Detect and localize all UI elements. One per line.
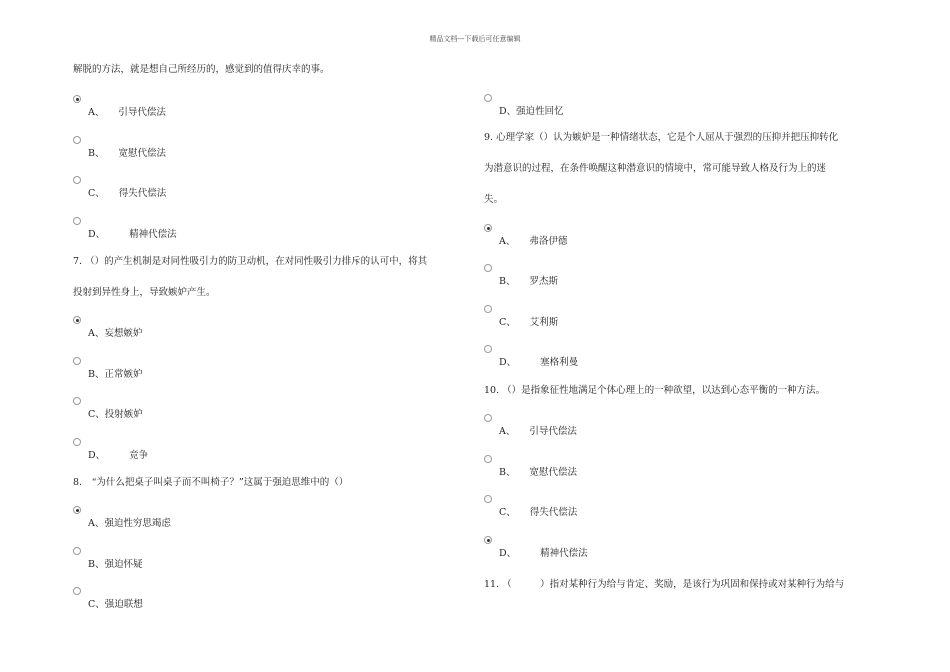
- option-label: 强迫联想: [104, 599, 143, 610]
- question-9-text-cont: 失。: [484, 194, 504, 205]
- option-letter: C、: [88, 409, 105, 420]
- option-label: 正常嫉妒: [104, 369, 143, 380]
- option-letter: B、: [88, 369, 105, 380]
- radio-button[interactable]: [73, 438, 81, 446]
- question-6-tail: 解脱的方法，就是想自己所经历的，感觉到的值得庆幸的事。: [73, 64, 330, 75]
- option-label: 塞格利曼: [540, 357, 579, 368]
- option-letter: A、: [499, 426, 516, 437]
- radio-button[interactable]: [73, 136, 81, 144]
- radio-button[interactable]: [484, 455, 492, 463]
- option-letter: A、: [88, 107, 105, 118]
- option-letter: B、: [88, 559, 105, 570]
- option-label: 罗杰斯: [529, 276, 558, 287]
- radio-button[interactable]: [73, 176, 81, 184]
- option-letter: C、: [88, 188, 105, 199]
- radio-button[interactable]: [73, 357, 81, 365]
- radio-button[interactable]: [484, 495, 492, 503]
- option-letter: D、: [499, 357, 517, 368]
- question-9-text-cont: 为潜意识的过程，在条件唤醒这种潜意识的情境中，常可能导致人格及行为上的迷: [484, 163, 827, 174]
- radio-button[interactable]: [73, 316, 81, 324]
- radio-button[interactable]: [484, 414, 492, 422]
- option-label: 精神代偿法: [129, 229, 177, 240]
- option-label: 得失代偿法: [118, 188, 167, 199]
- question-8-text: 8. “为什么把桌子叫桌子而不叫椅子？”这属于强迫思维中的（）: [73, 477, 349, 488]
- option-label: 宽慰代偿法: [529, 467, 577, 478]
- option-letter: A、: [88, 328, 105, 339]
- radio-button[interactable]: [484, 264, 492, 272]
- page-header: 精品文档---下载后可任意编辑: [429, 35, 521, 43]
- option-label: 强迫性回忆: [516, 106, 564, 117]
- question-11-text: 11. （ ）指对某种行为给与肯定、奖励，是该行为巩固和保持或对某种行为给与: [484, 579, 845, 590]
- option-letter: D、: [88, 229, 106, 240]
- option-label: 竞争: [129, 450, 149, 461]
- option-letter: D、: [499, 548, 517, 559]
- option-label: 得失代偿法: [529, 507, 578, 518]
- radio-button[interactable]: [484, 345, 492, 353]
- option-letter: A、: [499, 236, 516, 247]
- option-label: 投射嫉妒: [104, 409, 143, 420]
- option-label: 精神代偿法: [540, 548, 588, 559]
- radio-button[interactable]: [73, 506, 81, 514]
- radio-button[interactable]: [484, 224, 492, 232]
- radio-button[interactable]: [73, 397, 81, 405]
- option-letter: C、: [499, 507, 516, 518]
- option-label: 艾利斯: [529, 317, 559, 328]
- radio-button[interactable]: [73, 547, 81, 555]
- option-letter: A、: [88, 518, 105, 529]
- radio-button[interactable]: [484, 94, 492, 102]
- radio-button[interactable]: [73, 217, 81, 225]
- radio-button[interactable]: [484, 305, 492, 313]
- question-9-text: 9. 心理学家（）认为嫉妒是一种情绪状态，它是个人屈从于强烈的压抑并把压抑转化: [484, 132, 839, 143]
- option-label: 强迫怀疑: [104, 559, 143, 570]
- option-label: 弗洛伊德: [529, 236, 568, 247]
- radio-button[interactable]: [73, 95, 81, 103]
- option-letter: B、: [499, 276, 516, 287]
- option-label: 强迫性穷思竭虑: [104, 518, 171, 529]
- question-10-text: 10. （）是指象征性地满足个体心理上的一种欲望，以达到心态平衡的一种方法。: [484, 385, 826, 396]
- option-letter: B、: [88, 148, 105, 159]
- option-label: 妄想嫉妒: [104, 328, 143, 339]
- option-letter: D、: [88, 450, 106, 461]
- option-label: 宽慰代偿法: [118, 148, 166, 159]
- option-letter: C、: [499, 317, 516, 328]
- radio-button[interactable]: [484, 536, 492, 544]
- option-letter: C、: [88, 599, 105, 610]
- option-letter: D、: [499, 106, 517, 117]
- option-letter: B、: [499, 467, 516, 478]
- radio-button[interactable]: [73, 587, 81, 595]
- question-7-text-cont: 投射到异性身上，导致嫉妒产生。: [73, 287, 216, 298]
- option-label: 引导代偿法: [529, 426, 577, 437]
- option-label: 引导代偿法: [118, 107, 166, 118]
- question-7-text: 7. （）的产生机制是对同性吸引力的防卫动机，在对同性吸引力排斥的认可中，将其: [73, 256, 428, 267]
